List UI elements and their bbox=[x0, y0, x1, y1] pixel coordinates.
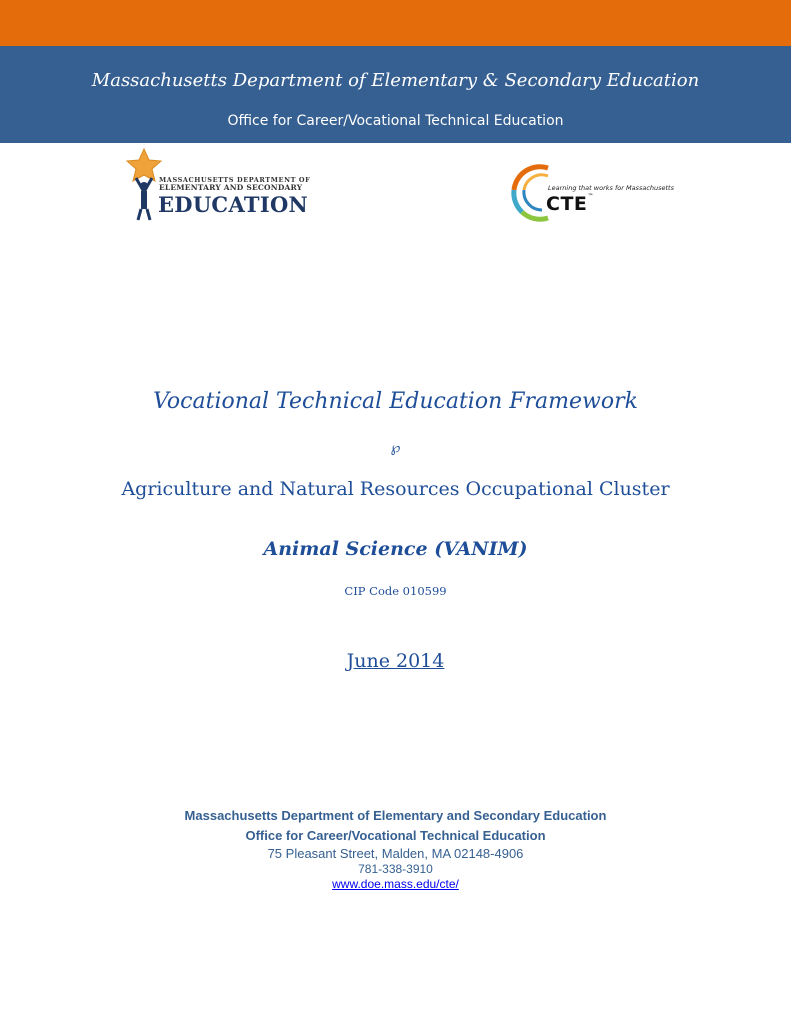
footer-address: 75 Pleasant Street, Malden, MA 02148-4906 bbox=[267, 846, 524, 861]
footer-website-link[interactable]: www.doe.mass.edu/cte/ bbox=[332, 877, 459, 891]
cte-tagline: Learning that works for Massachusetts bbox=[548, 184, 674, 192]
dese-logo-education: EDUCATION bbox=[158, 192, 309, 217]
program-title: Animal Science (VANIM) bbox=[263, 538, 528, 560]
dese-logo-text bbox=[159, 176, 310, 192]
footer-department: Massachusetts Department of Elementary and Secondary Education bbox=[184, 808, 607, 823]
publication-date: June 2014 bbox=[346, 650, 445, 672]
cte-trademark: ™ bbox=[587, 193, 594, 200]
cluster-title: Agriculture and Natural Resources Occupational Cluster bbox=[121, 478, 670, 500]
dese-logo-line1: MASSACHUSETTS DEPARTMENT OF bbox=[159, 176, 311, 184]
header-department-title: Massachusetts Department of Elementary & Secondary Education bbox=[91, 70, 700, 91]
cte-word-text: CTE bbox=[546, 193, 588, 215]
framework-title: Vocational Technical Education Framework bbox=[153, 389, 638, 414]
cip-code: CIP Code 010599 bbox=[344, 584, 447, 598]
header-office-subtitle: Office for Career/Vocational Technical Education bbox=[227, 113, 564, 129]
cte-logo-word bbox=[546, 193, 594, 215]
orange-header-band bbox=[0, 0, 791, 46]
ornament-icon: ℘ bbox=[390, 440, 401, 456]
dese-logo-line2: ELEMENTARY AND SECONDARY bbox=[159, 183, 303, 192]
footer-office: Office for Career/Vocational Technical Education bbox=[245, 828, 546, 843]
footer-phone: 781-338-3910 bbox=[358, 862, 433, 876]
